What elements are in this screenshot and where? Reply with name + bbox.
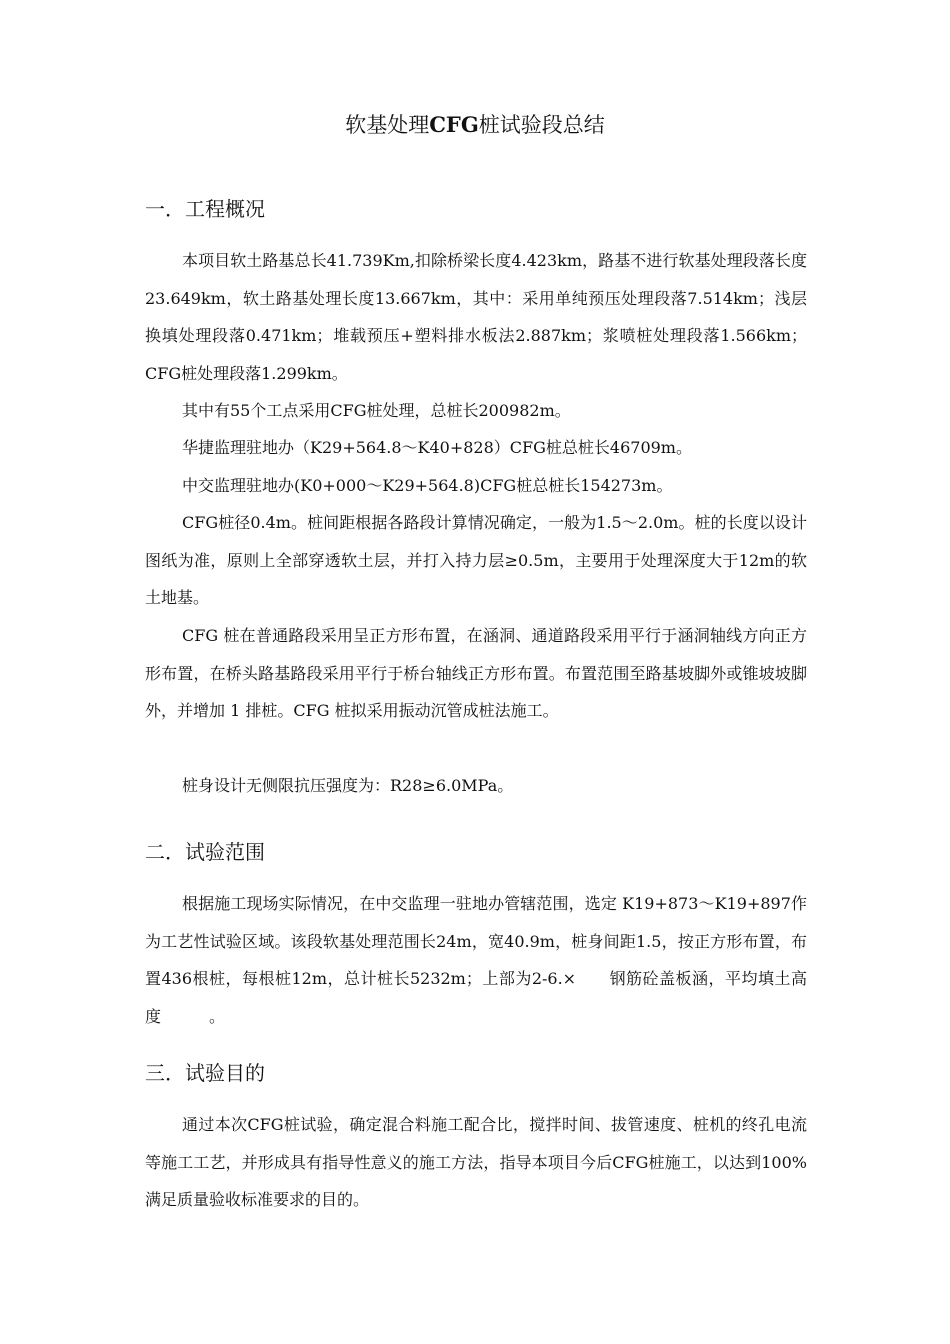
paragraph-overview-sites: 其中有55个工点采用CFG桩处理，总桩长200982m。	[182, 401, 571, 420]
paragraph-overview-diameter: CFG桩径0.4m。桩间距根据各路段计算情况确定，一般为1.5～2.0m。桩的长度以设计图纸为准，原则上全部穿透软土层，并打入持力层≥0.5m，主要用于处理深度大于12m的软土地基。	[145, 513, 807, 607]
paragraph-overview-zhongjiao: 中交监理驻地办(K0+000～K29+564.8)CFG桩总桩长154273m。	[182, 476, 673, 495]
paragraph-overview-huajie: 华捷监理驻地办（K29+564.8～K40+828）CFG桩总桩长46709m。	[182, 438, 692, 457]
paragraph-overview-layout: CFG 桩在普通路段采用呈正方形布置，在涵洞、通道路段采用平行于涵洞轴线方向正方形布置，在桥头路基路段采用平行于桥台轴线正方形布置。布置范围至路基坡脚外或锥坡坡脚外，并增加 1 排桩。CFG 桩拟采用振动沉管成桩法施工。	[145, 626, 807, 720]
title-prefix: 软基处理	[345, 113, 430, 137]
paragraph-overview-strength: 桩身设计无侧限抗压强度为：R28≥6.0MPa。	[182, 776, 514, 795]
section-heading-purpose: 三．试验目的	[145, 1061, 265, 1085]
section-heading-scope: 二．试验范围	[145, 840, 265, 864]
title-suffix: 桩试验段总结	[478, 113, 605, 137]
document-title	[0, 110, 950, 140]
paragraph-overview-lengths: 本项目软土路基总长41.739Km,扣除桥梁长度4.423km，路基不进行软基处理段落长度23.649km，软土路基处理长度13.667km，其中：采用单纯预压处理段落7.514km；浅层换填处理段落0.471km；堆载预压+塑料排水板法2.887km；浆喷桩处理段落1.566km；CFG桩处理段落1.299km。	[145, 251, 807, 383]
title-bold-part: CFG	[429, 112, 479, 137]
paragraph-scope: 根据施工现场实际情况，在中交监理一驻地办管辖范围，选定 K19+873～K19+897作为工艺性试验区域。该段软基处理范围长24m，宽40.9m，桩身间距1.5，按正方形布置，布置436根桩，每根桩12m，总计桩长5232m；上部为2-6.× 钢筋砼盖板涵，平均填土高度 。	[145, 894, 807, 1026]
paragraph-purpose: 通过本次CFG桩试验，确定混合料施工配合比，搅拌时间、拔管速度、桩机的终孔电流等施工工艺，并形成具有指导性意义的施工方法，指导本项目今后CFG桩施工，以达到100%满足质量验收标准要求的目的。	[145, 1115, 807, 1209]
section-heading-overview: 一．工程概况	[145, 197, 265, 221]
